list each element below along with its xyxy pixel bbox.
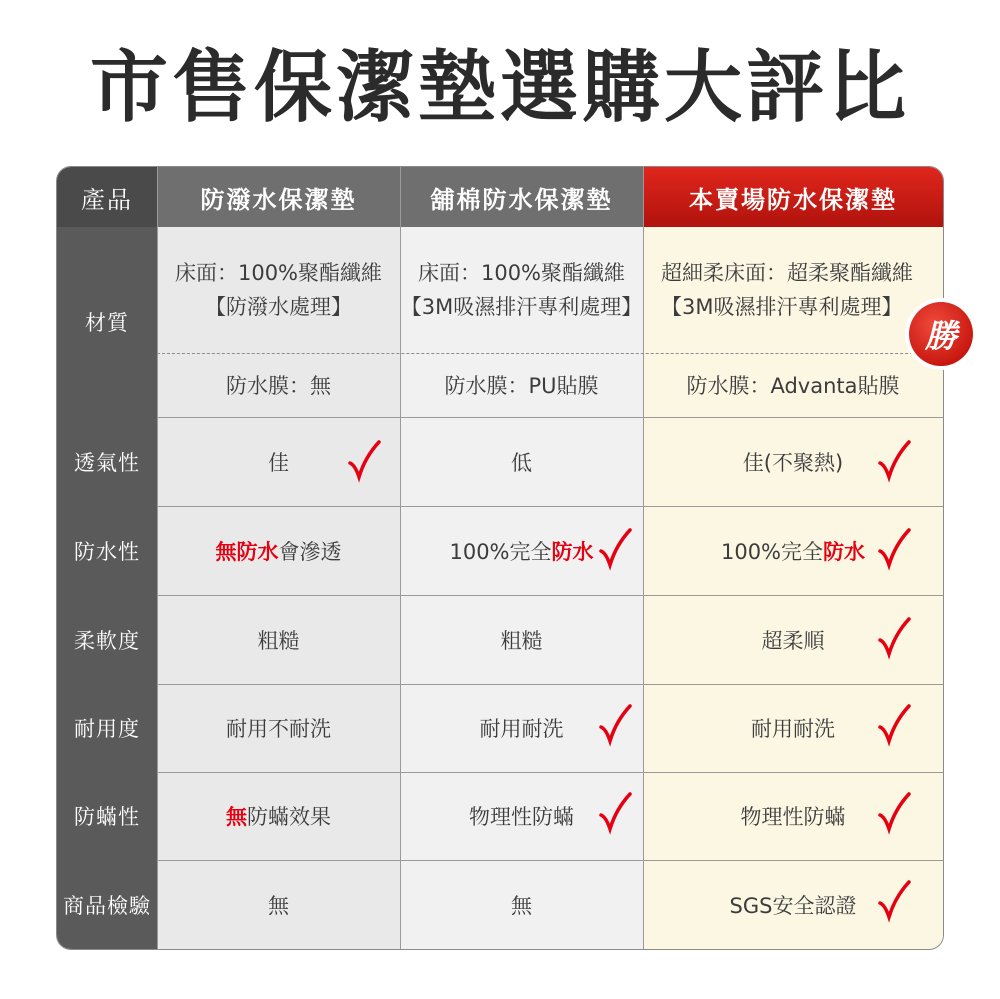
- material-c-line1: 超細柔床面：超柔聚酯纖維: [661, 261, 913, 285]
- row-divider: [157, 684, 943, 685]
- material-divider: [157, 353, 943, 354]
- check-mark-icon: [877, 616, 911, 660]
- durable-c: 耐用耐洗: [643, 684, 943, 772]
- check-mark-icon: [877, 791, 911, 835]
- material-b-line1: 床面：100%聚酯纖維: [417, 261, 626, 285]
- material-a-line2: 【防潑水處理】: [205, 295, 352, 319]
- mite-a-rest: 防蟎效果: [247, 805, 331, 829]
- row-divider: [157, 860, 943, 861]
- header-splashproof: 防潑水保潔墊: [157, 167, 400, 227]
- row-label-softness: 柔軟度: [57, 595, 157, 684]
- breath-a: 佳: [157, 417, 400, 506]
- header-our-store: 本賣場防水保潔墊: [643, 167, 943, 227]
- row-label-durability: 耐用度: [57, 684, 157, 772]
- row-label-anti-mite: 防蟎性: [57, 772, 157, 860]
- waterproof-b-pre: 100%完全: [449, 539, 552, 564]
- material-c-film: 防水膜：Advanta貼膜: [643, 353, 943, 417]
- durable-a: 耐用不耐洗: [157, 684, 400, 772]
- soft-c: 超柔順: [643, 595, 943, 684]
- row-divider: [157, 595, 943, 596]
- durable-b: 耐用耐洗: [400, 684, 643, 772]
- row-label-breathability: 透氣性: [57, 417, 157, 506]
- mite-b: 物理性防蟎: [400, 772, 643, 860]
- col-divider-1: [157, 167, 158, 949]
- breath-b: 低: [400, 417, 643, 506]
- comparison-table: [57, 167, 943, 949]
- material-b-line2: 【3M吸濕排汗專利處理】: [400, 295, 643, 319]
- header-cotton: 舖棉防水保潔墊: [400, 167, 643, 227]
- material-a-line1: 床面：100%聚酯纖維: [174, 261, 383, 285]
- row-label-product-test: 商品檢驗: [57, 860, 157, 949]
- page-title: 市售保潔墊選購大評比: [89, 43, 910, 133]
- winner-badge: 勝: [909, 302, 973, 366]
- check-mark-icon: [598, 527, 632, 571]
- test-c: SGS安全認證: [643, 860, 943, 949]
- check-mark-icon: [877, 879, 911, 923]
- row-label-material: 材質: [57, 227, 157, 417]
- soft-b: 粗糙: [400, 595, 643, 684]
- waterproof-c-red: 防水: [823, 539, 866, 564]
- waterproof-c-pre: 100%完全: [720, 539, 824, 564]
- mite-a: [157, 772, 400, 860]
- material-a-film: 防水膜：無: [157, 353, 400, 417]
- waterproof-a: [157, 506, 400, 595]
- check-mark-icon: [877, 439, 911, 483]
- waterproof-b-red: 防水: [551, 539, 594, 564]
- soft-a: 粗糙: [157, 595, 400, 684]
- check-mark-icon: [877, 527, 911, 571]
- waterproof-a-red: 無防水: [215, 539, 279, 564]
- col-divider-2: [400, 167, 401, 949]
- col-divider-3: [643, 167, 644, 949]
- material-a-fabric: [157, 227, 400, 353]
- breath-c: 佳(不聚熱): [643, 417, 943, 506]
- material-b-fabric: [400, 227, 643, 353]
- row-divider: [157, 506, 943, 507]
- check-mark-icon: [598, 703, 632, 747]
- row-divider: [157, 772, 943, 773]
- material-c-fabric: [643, 227, 943, 353]
- material-c-line2: 【3M吸濕排汗專利處理】: [661, 295, 903, 319]
- check-mark-icon: [598, 791, 632, 835]
- material-b-film: 防水膜：PU貼膜: [400, 353, 643, 417]
- mite-c: 物理性防蟎: [643, 772, 943, 860]
- check-mark-icon: [347, 439, 381, 483]
- test-a: 無: [157, 860, 400, 949]
- check-mark-icon: [877, 703, 911, 747]
- row-label-waterproof: 防水性: [57, 506, 157, 595]
- header-product: 產品: [57, 167, 157, 227]
- waterproof-a-rest: 會滲透: [278, 539, 342, 564]
- test-b: 無: [400, 860, 643, 949]
- mite-a-red: 無: [226, 805, 247, 829]
- row-divider: [157, 417, 943, 418]
